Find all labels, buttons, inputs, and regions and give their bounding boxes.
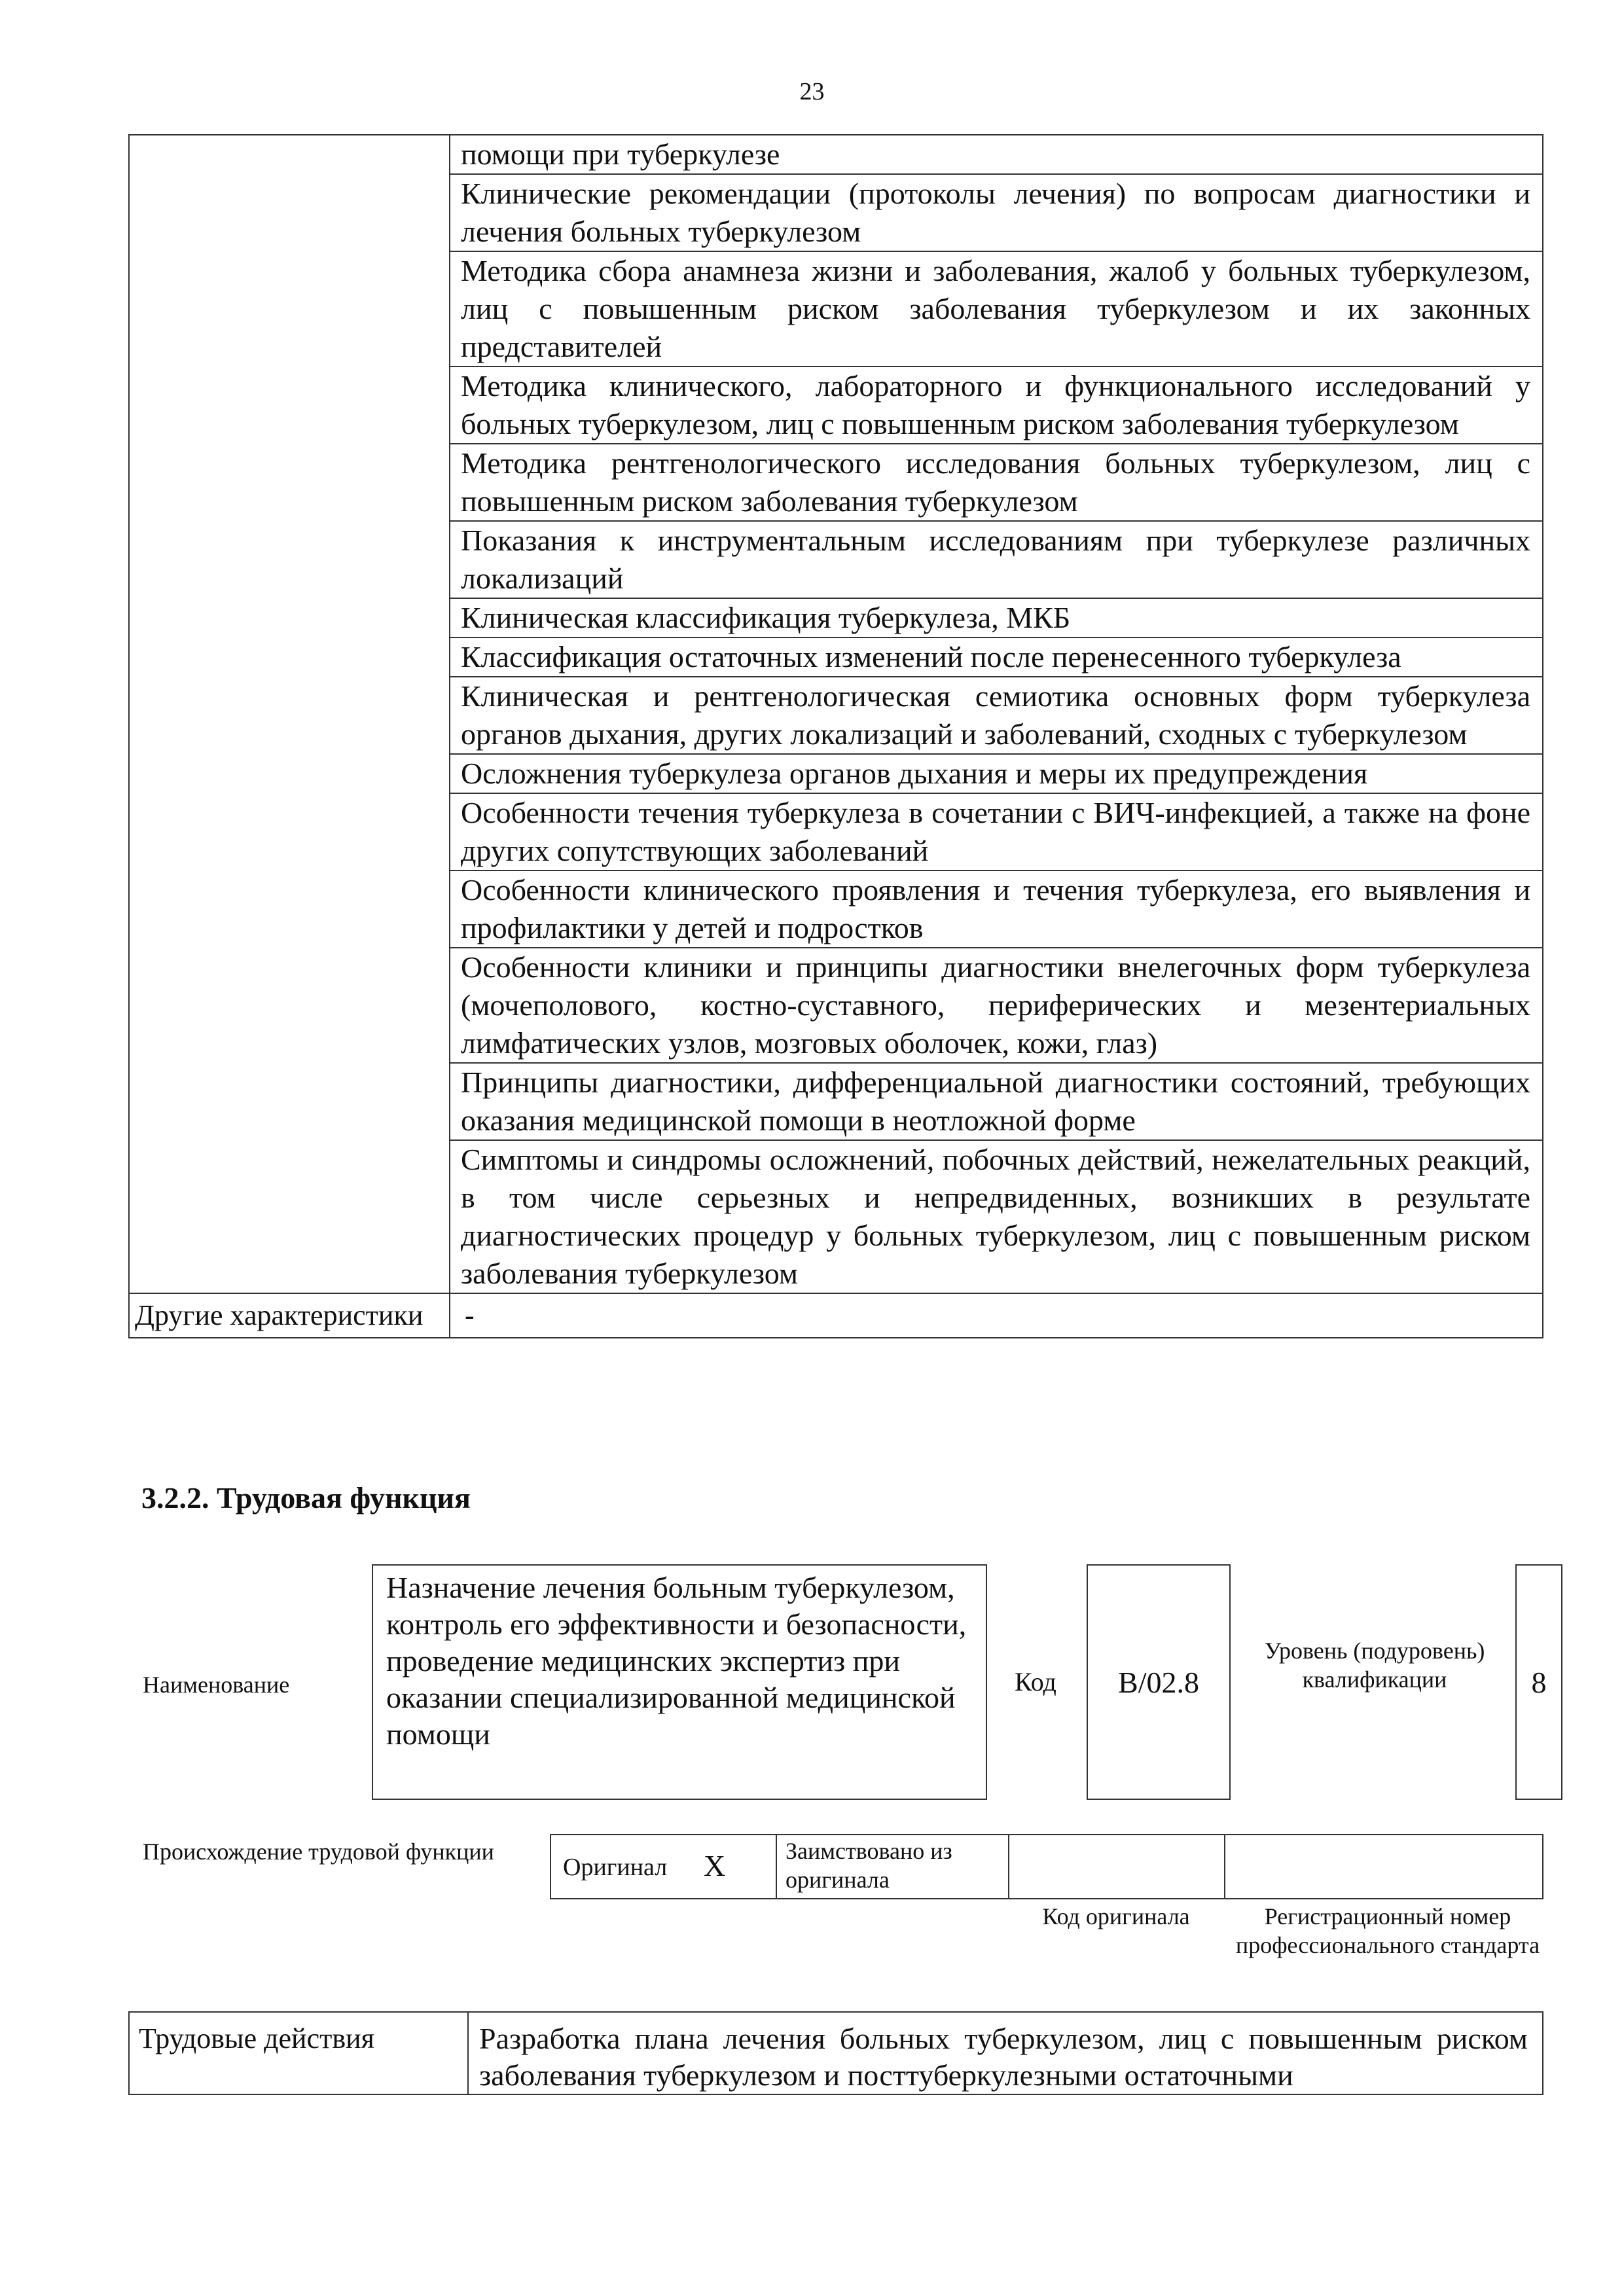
knowledge-item: Методика рентгенологического исследования больных туберкулезом, лиц с повышенным риском заболевания туберкулезом <box>450 444 1543 521</box>
origin-original-label: Оригинал <box>563 1854 668 1881</box>
knowledge-label-cell <box>129 135 450 1293</box>
table-row <box>129 135 1543 174</box>
knowledge-item: Симптомы и синдромы осложнений, побочных действий, нежелательных реакций, в том числе серьезных и непредвиденных, возникших в результате диагностических процедур у больных туберкулезом, лиц с повышенным риском заболевания туберкулезом <box>450 1140 1543 1293</box>
section-heading: 3.2.2. Трудовая функция <box>141 1481 471 1515</box>
knowledge-item: Показания к инструментальным исследованиям при туберкулезе различных локализаций <box>450 521 1543 598</box>
actions-table <box>128 2011 1543 2095</box>
name-value-box: Назначение лечения больным туберкулезом, контроль его эффективности и безопасности, проведение медицинских экспертиз при оказании специализированной медицинской помощи <box>372 1564 987 1800</box>
origin-divider <box>1224 1834 1225 1899</box>
knowledge-item: Особенности течения туберкулеза в сочетании с ВИЧ-инфекцией, а также на фоне других сопутствующих заболеваний <box>450 793 1543 870</box>
code-label: Код <box>1015 1667 1056 1696</box>
level-label: Уровень (подуровень) квалификации <box>1264 1638 1485 1693</box>
name-label: Наименование <box>143 1672 290 1698</box>
origin-divider <box>776 1834 777 1899</box>
table-row <box>129 2012 1543 2094</box>
code-value-box: B/02.8 <box>1087 1564 1231 1800</box>
origin-borrowed-label: Заимствовано из оригинала <box>785 1838 952 1893</box>
knowledge-item: Осложнения туберкулеза органов дыхания и меры их предупреждения <box>450 754 1543 793</box>
origin-label: Происхождение трудовой функции <box>143 1839 494 1865</box>
level-value-box: 8 <box>1515 1564 1562 1800</box>
page-number: 23 <box>799 78 825 105</box>
origin-original-mark: X <box>704 1849 726 1882</box>
other-characteristics-label: Другие характеристики <box>129 1293 450 1338</box>
origin-divider <box>1008 1834 1009 1899</box>
knowledge-table <box>128 134 1543 1338</box>
knowledge-item: помощи при туберкулезе <box>450 135 1543 174</box>
origin-table <box>550 1834 1543 1899</box>
origin-code-caption: Код оригинала <box>1042 1903 1190 1929</box>
table-row <box>129 1293 1543 1338</box>
knowledge-item: Принципы диагностики, дифференциальной диагностики состояний, требующих оказания медицинской помощи в неотложной форме <box>450 1063 1543 1140</box>
knowledge-item: Клинические рекомендации (протоколы лечения) по вопросам диагностики и лечения больных туберкулезом <box>450 174 1543 251</box>
knowledge-item: Особенности клинического проявления и течения туберкулеза, его выявления и профилактики у детей и подростков <box>450 870 1543 948</box>
knowledge-item: Методика сбора анамнеза жизни и заболевания, жалоб у больных туберкулезом, лиц с повышенным риском заболевания туберкулезом и их законных представителей <box>450 251 1543 367</box>
knowledge-item: Клиническая классификация туберкулеза, МКБ <box>450 598 1543 637</box>
knowledge-item: Особенности клиники и принципы диагностики внелегочных форм туберкулеза (мочеполового, костно-суставного, периферических и мезентериальных лимфатических узлов, мозговых оболочек, кожи, глаз) <box>450 948 1543 1063</box>
knowledge-item: Классификация остаточных изменений после перенесенного туберкулеза <box>450 637 1543 677</box>
knowledge-item: Методика клинического, лабораторного и функционального исследований у больных туберкулезом, лиц с повышенным риском заболевания туберкулезом <box>450 367 1543 444</box>
origin-reg-caption: Регистрационный номер профессионального стандарта <box>1235 1903 1540 1958</box>
other-characteristics-value: - <box>450 1293 1543 1338</box>
actions-text: Разработка плана лечения больных туберкулезом, лиц с повышенным риском заболевания туберкулезом и посттуберкулезными остаточными <box>468 2012 1543 2094</box>
actions-label: Трудовые действия <box>129 2012 468 2094</box>
knowledge-item: Клиническая и рентгенологическая семиотика основных форм туберкулеза органов дыхания, других локализаций и заболеваний, сходных с туберкулезом <box>450 677 1543 754</box>
